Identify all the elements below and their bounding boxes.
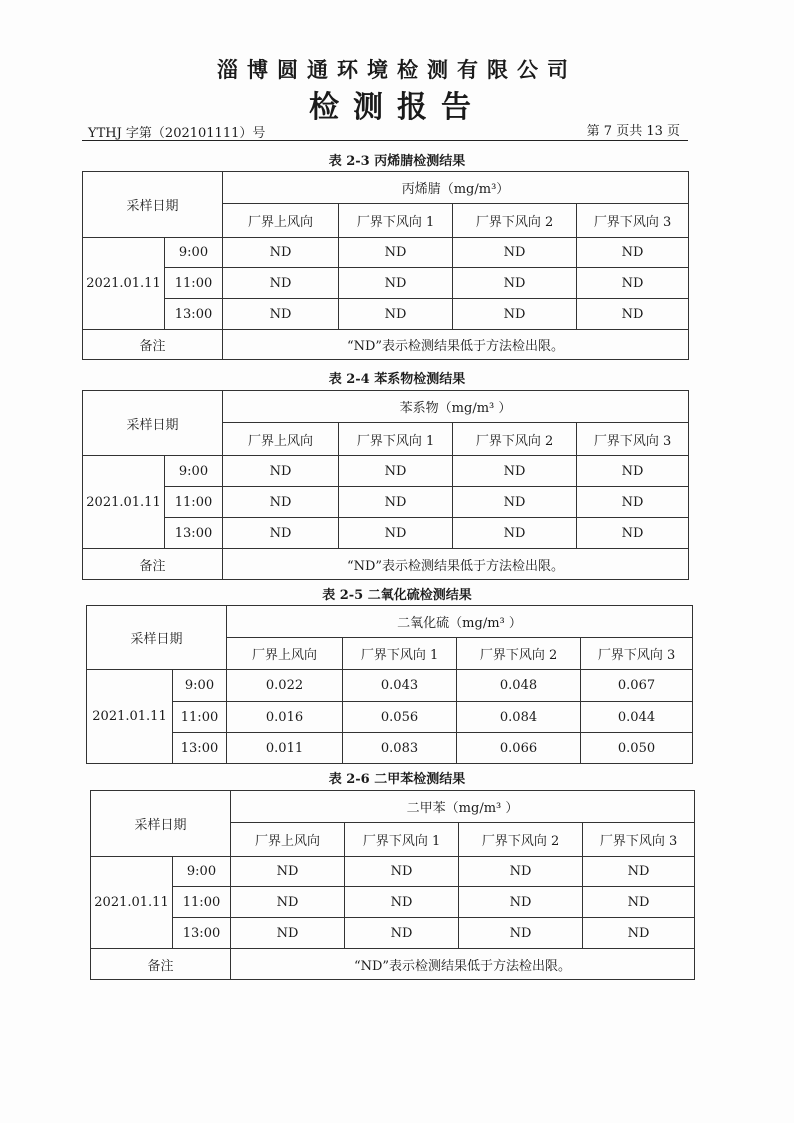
sampling-time: 9:00 <box>173 857 231 887</box>
table-caption: 表 2-3 丙烯腈检测结果 <box>328 154 466 169</box>
value-cell: ND <box>339 268 453 299</box>
value-cell: ND <box>459 887 583 918</box>
value-cell: ND <box>223 268 339 299</box>
column-header: 厂界上风向 <box>223 204 339 238</box>
value-cell: ND <box>223 456 339 487</box>
date-header: 采样日期 <box>87 606 227 670</box>
sampling-time: 9:00 <box>173 670 227 702</box>
result-table-acrylonitrile <box>82 171 689 360</box>
sampling-time: 13:00 <box>173 918 231 949</box>
result-table-xylene <box>90 790 695 980</box>
value-cell: ND <box>223 518 339 549</box>
column-header: 厂界下风向 3 <box>577 204 689 238</box>
parameter-header: 二氧化硫（mg/m³ ） <box>227 606 693 638</box>
report-title: 检测报告 <box>309 90 485 125</box>
result-table-sulfur-dioxide <box>86 605 693 764</box>
value-cell: ND <box>231 857 345 887</box>
value-cell: ND <box>583 857 695 887</box>
sampling-time: 11:00 <box>173 887 231 918</box>
column-header: 厂界下风向 3 <box>577 423 689 456</box>
column-header: 厂界下风向 1 <box>339 423 453 456</box>
sampling-time: 13:00 <box>165 518 223 549</box>
value-cell: 0.048 <box>457 670 581 702</box>
header-rule <box>82 140 688 141</box>
value-cell: ND <box>339 518 453 549</box>
value-cell: ND <box>583 887 695 918</box>
value-cell: ND <box>583 918 695 949</box>
column-header: 厂界上风向 <box>231 823 345 857</box>
parameter-header: 二甲苯（mg/m³ ） <box>231 791 695 823</box>
sampling-date: 2021.01.11 <box>91 857 173 949</box>
value-cell: ND <box>577 268 689 299</box>
sampling-date: 2021.01.11 <box>83 238 165 330</box>
note-label: 备注 <box>91 949 231 980</box>
value-cell: ND <box>223 238 339 268</box>
column-header: 厂界下风向 2 <box>457 638 581 670</box>
value-cell: 0.056 <box>343 702 457 733</box>
sampling-time: 9:00 <box>165 238 223 268</box>
table-caption: 表 2-5 二氧化硫检测结果 <box>322 588 472 603</box>
value-cell: ND <box>453 518 577 549</box>
column-header: 厂界下风向 1 <box>345 823 459 857</box>
value-cell: ND <box>577 456 689 487</box>
column-header: 厂界下风向 2 <box>453 423 577 456</box>
column-header: 厂界下风向 2 <box>459 823 583 857</box>
value-cell: ND <box>223 487 339 518</box>
value-cell: ND <box>345 918 459 949</box>
sampling-date: 2021.01.11 <box>87 670 173 764</box>
value-cell: ND <box>459 857 583 887</box>
note-label: 备注 <box>83 330 223 360</box>
value-cell: ND <box>231 918 345 949</box>
note-text: “ND”表示检测结果低于方法检出限。 <box>223 330 689 360</box>
value-cell: ND <box>577 238 689 268</box>
note-label: 备注 <box>83 549 223 580</box>
sampling-time: 11:00 <box>173 702 227 733</box>
column-header: 厂界上风向 <box>227 638 343 670</box>
value-cell: ND <box>231 887 345 918</box>
sampling-date: 2021.01.11 <box>83 456 165 549</box>
value-cell: ND <box>453 238 577 268</box>
column-header: 厂界下风向 3 <box>581 638 693 670</box>
value-cell: ND <box>339 456 453 487</box>
company-name: 淄博圆通环境检测有限公司 <box>217 57 577 82</box>
column-header: 厂界上风向 <box>223 423 339 456</box>
note-text: “ND”表示检测结果低于方法检出限。 <box>223 549 689 580</box>
value-cell: 0.067 <box>581 670 693 702</box>
page-number: 第 7 页共 13 页 <box>586 124 680 139</box>
value-cell: 0.043 <box>343 670 457 702</box>
value-cell: 0.050 <box>581 733 693 764</box>
value-cell: 0.084 <box>457 702 581 733</box>
column-header: 厂界下风向 1 <box>339 204 453 238</box>
value-cell: 0.016 <box>227 702 343 733</box>
sampling-time: 9:00 <box>165 456 223 487</box>
note-text: “ND”表示检测结果低于方法检出限。 <box>231 949 695 980</box>
value-cell: ND <box>339 299 453 330</box>
table-caption: 表 2-4 苯系物检测结果 <box>328 372 466 387</box>
document-number: YTHJ 字第（202101111）号 <box>88 126 266 141</box>
column-header: 厂界下风向 3 <box>583 823 695 857</box>
value-cell: ND <box>223 299 339 330</box>
column-header: 厂界下风向 2 <box>453 204 577 238</box>
value-cell: 0.083 <box>343 733 457 764</box>
value-cell: ND <box>459 918 583 949</box>
result-table-benzene-series <box>82 390 689 580</box>
value-cell: ND <box>339 487 453 518</box>
value-cell: 0.044 <box>581 702 693 733</box>
value-cell: 0.011 <box>227 733 343 764</box>
sampling-time: 11:00 <box>165 268 223 299</box>
value-cell: 0.066 <box>457 733 581 764</box>
date-header: 采样日期 <box>83 172 223 238</box>
value-cell: ND <box>345 887 459 918</box>
value-cell: ND <box>453 268 577 299</box>
table-caption: 表 2-6 二甲苯检测结果 <box>328 772 466 787</box>
value-cell: ND <box>577 487 689 518</box>
value-cell: ND <box>453 487 577 518</box>
sampling-time: 13:00 <box>165 299 223 330</box>
value-cell: ND <box>577 299 689 330</box>
value-cell: 0.022 <box>227 670 343 702</box>
value-cell: ND <box>453 456 577 487</box>
value-cell: ND <box>577 518 689 549</box>
column-header: 厂界下风向 1 <box>343 638 457 670</box>
sampling-time: 13:00 <box>173 733 227 764</box>
parameter-header: 丙烯腈（mg/m³） <box>223 172 689 204</box>
parameter-header: 苯系物（mg/m³ ） <box>223 391 689 423</box>
value-cell: ND <box>345 857 459 887</box>
sampling-time: 11:00 <box>165 487 223 518</box>
value-cell: ND <box>453 299 577 330</box>
value-cell: ND <box>339 238 453 268</box>
date-header: 采样日期 <box>91 791 231 857</box>
date-header: 采样日期 <box>83 391 223 456</box>
